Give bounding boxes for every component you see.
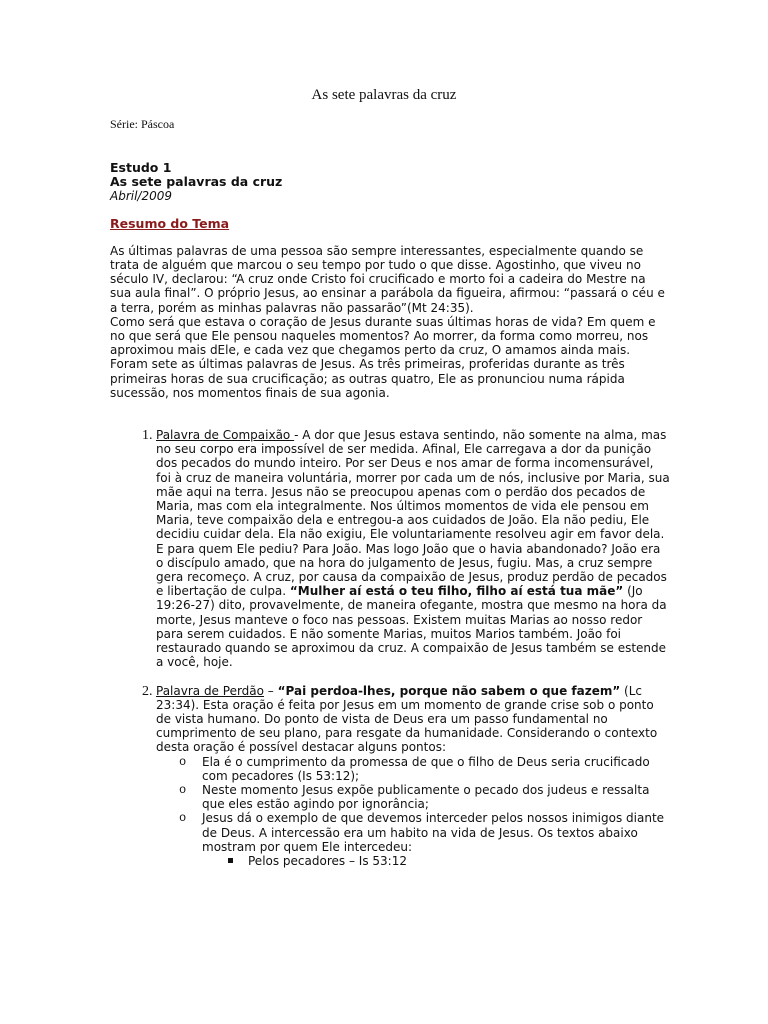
word-text: (Jo 19:26-27) dito, provavelmente, de maneira ofegante, mostra que mesmo na hora da morte, Jesus manteve o foco nas pessoas. Existem muitas Marias ao nosso redor para serem cuidados. E não somente Marias, muitos Marios também. João foi restaurado quando se aproximou da cruz. A compaixão de Jesus também se estende a você, hoje.: [156, 584, 667, 670]
word-title: Palavra de Perdão: [156, 683, 264, 698]
study-title: As sete palavras da cruz: [110, 174, 283, 190]
separator: –: [263, 683, 278, 698]
word-text: A dor que Jesus estava sentindo, não somente na alma, mas no seu corpo era impossível de ser medida. Afinal, Ele carregava a dor da punição dos pecados do mundo inteiro. Por ser Deus e nos amar de forma incomensurável, foi à cruz de maneira voluntária, morrer por cada um de nós, inclusive por Maria, sua mãe aqui na terra. Jesus não se preocupou apenas com o perdão dos pecados de Maria, mas com ela integralmente. Nos últimos momentos de vida ele pensou em Maria, teve compaixão dela e entregou-a aos cuidados de João. Ela não pediu, Ele decidiu cuidar dela. Ela não exigiu, Ele voluntariamente resolveu agir em favor dela. E para quem Ele pediu? Para João. Mas logo João que o havia abandonado? João era o discípulo amado, que na hora do julgamento de Jesus, fugiu. Mas, a cruz sempre gera recomeço. A cruz, por causa da compaixão de Jesus, produz perdão de pecados e libertação de culpa.: [156, 428, 670, 599]
intro-section: [110, 244, 670, 400]
list-item: o Neste momento Jesus expõe publicamente o pecado dos judeus e ressalta que eles estão agindo por ignorância;: [202, 783, 670, 811]
document-body: [110, 161, 670, 882]
intro-paragraph: Como será que estava o coração de Jesus durante suas últimas horas de vida? Em quem e no que será que Ele pensou naqueles momentos? Ao morrer, da forma como morreu, nos aproximou mais dEle, e cada vez que chegamos perto da cruz, O amamos ainda mais.: [110, 314, 656, 358]
list-item: [202, 811, 670, 868]
subpoints-list: [202, 854, 670, 868]
document-title: As sete palavras da cruz: [311, 87, 457, 103]
word-text: (Lc 23:34). Esta oração é feita por Jesus em um momento de grande crise sob o ponto de vista humano. Do ponto de vista de Deus era um passo fundamental no cumprimento de seu plano, para resgate da humanidade. Considerando o contexto desta oração é possível destacar alguns pontos:: [156, 683, 658, 755]
list-item: o Ela é o cumprimento da promessa de que o filho de Deus seria crucificado com pecadores (Is 53:12);: [202, 755, 670, 783]
intro-paragraph: As últimas palavras de uma pessoa são sempre interessantes, especialmente quando se trata de alguém que marcou o seu tempo por tudo o que disse. Agostinho, que viveu no século IV, declarou: “A cruz onde Cristo foi crucificado e morto foi a cadeira do Mestre na sua aula final”. O próprio Jesus, ao ensinar a parábola da figueira, afirmou: “passará o céu e a terra, porém as minhas palavras não passarão”(Mt 24:35).: [110, 243, 665, 315]
study-number: Estudo 1: [110, 160, 172, 175]
point-text: Jesus dá o exemplo de que devemos interceder pelos nossos inimigos diante de Deus. A intercessão era um habito na vida de Jesus. Os textos abaixo mostram por quem Ele intercedeu:: [202, 811, 665, 854]
points-list: [156, 755, 670, 869]
word-quote: “Pai perdoa-lhes, porque não sabem o que fazem”: [277, 683, 621, 698]
summary-heading: Resumo do Tema: [110, 215, 230, 231]
series-label: Série: Páscoa: [110, 117, 175, 131]
separator: -: [294, 428, 303, 443]
list-item: Pelos pecadores – Is 53:12: [248, 854, 670, 868]
list-item: [156, 428, 670, 669]
word-quote: “Mulher aí está o teu filho, filho aí está tua mãe”: [289, 584, 624, 599]
intro-paragraph: Foram sete as últimas palavras de Jesus. As três primeiras, proferidas durante as três primeiras horas de sua crucificação; as outras quatro, Ele as pronunciou numa rápida sucessão, nos momentos finais de sua agonia.: [110, 357, 625, 400]
seven-words-list: [110, 428, 670, 868]
study-date: Abril/2009: [110, 189, 173, 204]
list-item: [156, 684, 670, 869]
word-title: Palavra de Compaixão: [156, 428, 295, 443]
